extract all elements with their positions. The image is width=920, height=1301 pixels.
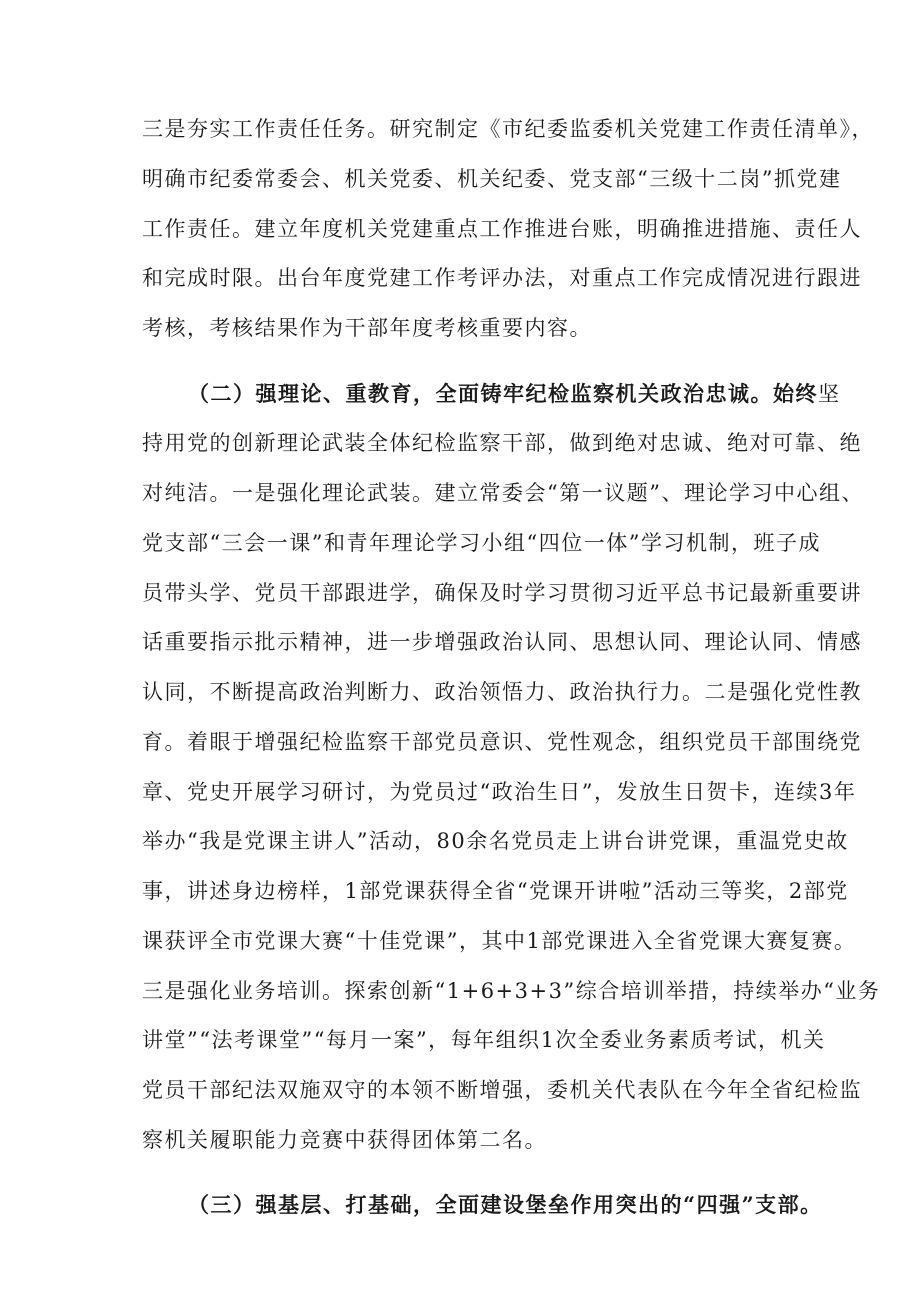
body-text-line: 事，讲述身边榜样，1部党课获得全省“党课开讲啦”活动三等奖，2部党 [142, 879, 849, 903]
section-heading-3: （三）强基层、打基础，全面建设堡垒作用突出的“四强”支部。 [188, 1192, 823, 1217]
body-text-line: 课获评全市党课大赛“十佳党课”，其中1部党课进入全省党课大赛复赛。 [142, 929, 857, 953]
body-text-line: 章、党史开展学习研讨，为党员过“政治生日”，发放生日贺卡，连续3年 [142, 780, 857, 804]
body-text-line: 工作责任。建立年度机关党建重点工作推进台账，明确推进措施、责任人 [142, 217, 862, 241]
section-heading-2 [188, 379, 841, 409]
body-text-line: 三是强化业务培训。探索创新“1+6+3+3”综合培训举措，持续举办“业务 [142, 979, 881, 1003]
body-text-line: 话重要指示批示精神，进一步增强政治认同、思想认同、理论认同、情感 [142, 630, 862, 654]
body-text-line: 员带头学、党员干部跟进学，确保及时学习贯彻习近平总书记最新重要讲 [142, 581, 862, 605]
body-text-line: 和完成时限。出台年度党建工作考评办法，对重点工作完成情况进行跟进 [142, 266, 862, 290]
body-text-line: 明确市纪委常委会、机关党委、机关纪委、党支部“三级十二岗”抓党建 [142, 167, 842, 191]
body-text-line: 对纯洁。一是强化理论武装。建立常委会“第一议题”、理论学习中心组、 [142, 481, 864, 505]
body-text-line: 三是夯实工作责任任务。研究制定《市纪委监委机关党建工作责任清单》， [142, 117, 874, 141]
body-text-line: 考核，考核结果作为干部年度考核重要内容。 [142, 316, 592, 340]
section-heading-2-bold-tail: 始终 [773, 381, 818, 406]
body-text-line: 讲堂”“法考课堂”“每月一案”，每年组织1次全委业务素质考试，机关 [142, 1028, 826, 1052]
body-text-line: 认同，不断提高政治判断力、政治领悟力、政治执行力。二是强化党性教 [142, 680, 862, 704]
body-text-line: 党员干部纪法双施双守的本领不断增强，委机关代表队在今年全省纪检监 [142, 1078, 862, 1102]
body-text-line: 举办“我是党课主讲人”活动，80余名党员走上讲台讲党课，重温党史故 [142, 829, 849, 853]
body-text-line: 察机关履职能力竞赛中获得团体第二名。 [142, 1128, 547, 1152]
body-text-line: 党支部“三会一课”和青年理论学习小组“四位一体”学习机制，班子成 [142, 531, 821, 555]
body-text-line: 育。着眼于增强纪检监察干部党员意识、党性观念，组织党员干部围绕党 [142, 730, 862, 754]
body-text-line: 持用党的创新理论武装全体纪检监察干部，做到绝对忠诚、绝对可靠、绝 [142, 431, 862, 455]
section-heading-2-rest: 坚 [818, 382, 841, 406]
section-heading-2-bold: （二）强理论、重教育，全面铸牢纪检监察机关政治忠诚。 [188, 381, 773, 406]
